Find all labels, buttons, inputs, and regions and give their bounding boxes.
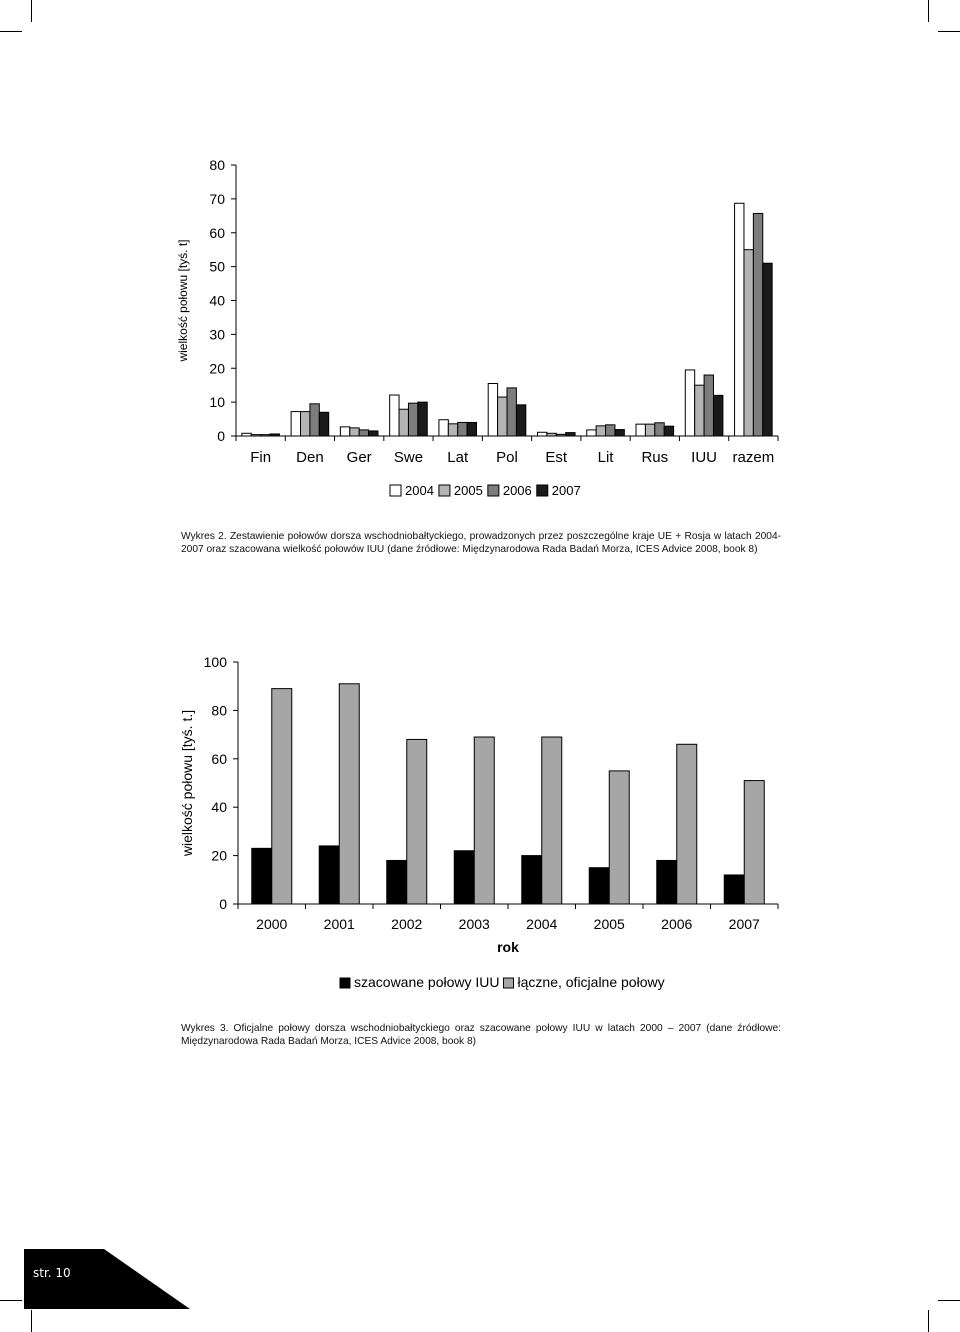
bar-szacowane-połowy-IUU (522, 856, 542, 904)
y-tick-label: 70 (209, 190, 225, 207)
x-tick-label: Est (545, 449, 568, 466)
bar-szacowane-połowy-IUU (319, 846, 339, 904)
bar-szacowane-połowy-IUU (657, 860, 677, 904)
x-tick-label: Pol (496, 449, 518, 466)
x-tick-label: 2006 (661, 916, 693, 932)
y-tick-label: 10 (209, 394, 225, 411)
y-tick-label: 0 (217, 428, 225, 444)
x-tick-label: 2001 (323, 916, 355, 932)
x-tick-label: 2003 (458, 916, 490, 932)
legend-swatch (340, 978, 350, 988)
crop-mark-bottom-right-h (938, 1300, 960, 1301)
y-tick-label: 0 (219, 896, 227, 912)
bar-łączne,-oficjalne-połowy (272, 689, 292, 904)
y-tick-label: 50 (209, 258, 225, 275)
y-tick-label: 100 (203, 654, 227, 670)
legend-label: 2004 (405, 483, 434, 498)
bar-łączne,-oficjalne-połowy (474, 737, 494, 904)
x-tick-label: razem (732, 449, 775, 466)
x-tick-label: IUU (691, 449, 718, 466)
y-tick-label: 30 (209, 326, 225, 343)
y-tick-label: 20 (209, 360, 225, 377)
x-axis-label: rok (497, 939, 519, 955)
x-tick-label: Swe (393, 449, 424, 466)
figure-3-caption (181, 1022, 781, 1048)
y-axis-label: wielkość połowu [tyś. t.] (179, 709, 195, 857)
x-tick-label: 2000 (256, 916, 288, 932)
x-tick-label: Den (296, 449, 324, 466)
bar-szacowane-połowy-IUU (724, 875, 744, 904)
y-tick-label: 60 (211, 750, 227, 767)
legend-label: łączne, oficjalne połowy (517, 974, 665, 990)
figure-2-caption-text: Wykres 2. Zestawienie połowów dorsza wschodniobałtyckiego, prowadzonych przez poszczególne kraje UE + Rosja w latach 2004-2007 oraz szacowana wielkość połowów IUU (dane źródłowe: Międzynarodowa Rada Badań Morza, ICES Advice 2008, book 8) (181, 531, 781, 555)
bar-łączne,-oficjalne-połowy (744, 781, 764, 904)
legend-label: szacowane połowy IUU (354, 974, 500, 990)
x-tick-label: 2002 (391, 916, 423, 932)
x-tick-label: Lit (597, 449, 614, 466)
bar-szacowane-połowy-IUU (454, 851, 474, 904)
legend-swatch (504, 978, 514, 988)
bar-łączne,-oficjalne-połowy (677, 744, 697, 904)
y-axis-label: wielkość połowu [tyś. t] (176, 239, 190, 362)
bar-łączne,-oficjalne-połowy (339, 684, 359, 904)
bar-szacowane-połowy-IUU (252, 848, 272, 904)
x-tick-label: 2005 (593, 916, 625, 932)
crop-mark-bottom-right-v (928, 1310, 929, 1332)
y-tick-label: 80 (211, 702, 227, 719)
figure-3-caption-text: Wykres 3. Oficjalne połowy dorsza wschodniobałtyckiego oraz szacowane połowy IUU w latach 2000 – 2007 (dane źródłowe: Międzynarodowa Rada Badań Morza, ICES Advice 2008, book 8) (181, 1023, 781, 1047)
y-tick-label: 20 (211, 847, 227, 864)
bar-szacowane-połowy-IUU (387, 860, 407, 904)
x-tick-label: Rus (641, 449, 669, 466)
x-tick-label: 2004 (526, 916, 558, 932)
x-tick-label: Lat (447, 449, 469, 466)
bar-łączne,-oficjalne-połowy (609, 771, 629, 904)
y-tick-label: 80 (209, 157, 225, 173)
bar-łączne,-oficjalne-połowy (407, 739, 427, 904)
page-number: str. 10 (33, 1266, 71, 1280)
x-tick-label: Fin (250, 449, 272, 466)
legend-label: 2007 (551, 483, 581, 498)
legend-label: 2005 (453, 483, 483, 498)
x-tick-label: Ger (346, 449, 372, 466)
legend-label: 2006 (502, 483, 532, 498)
bar-szacowane-połowy-IUU (589, 868, 609, 904)
y-tick-label: 40 (211, 799, 227, 816)
crop-mark-bottom-left-v (31, 1310, 32, 1332)
bar-łączne,-oficjalne-połowy (542, 737, 562, 904)
y-tick-label: 60 (209, 224, 225, 241)
x-tick-label: 2007 (728, 916, 760, 932)
y-tick-label: 40 (209, 292, 225, 309)
crop-mark-bottom-left-h (0, 1300, 22, 1301)
